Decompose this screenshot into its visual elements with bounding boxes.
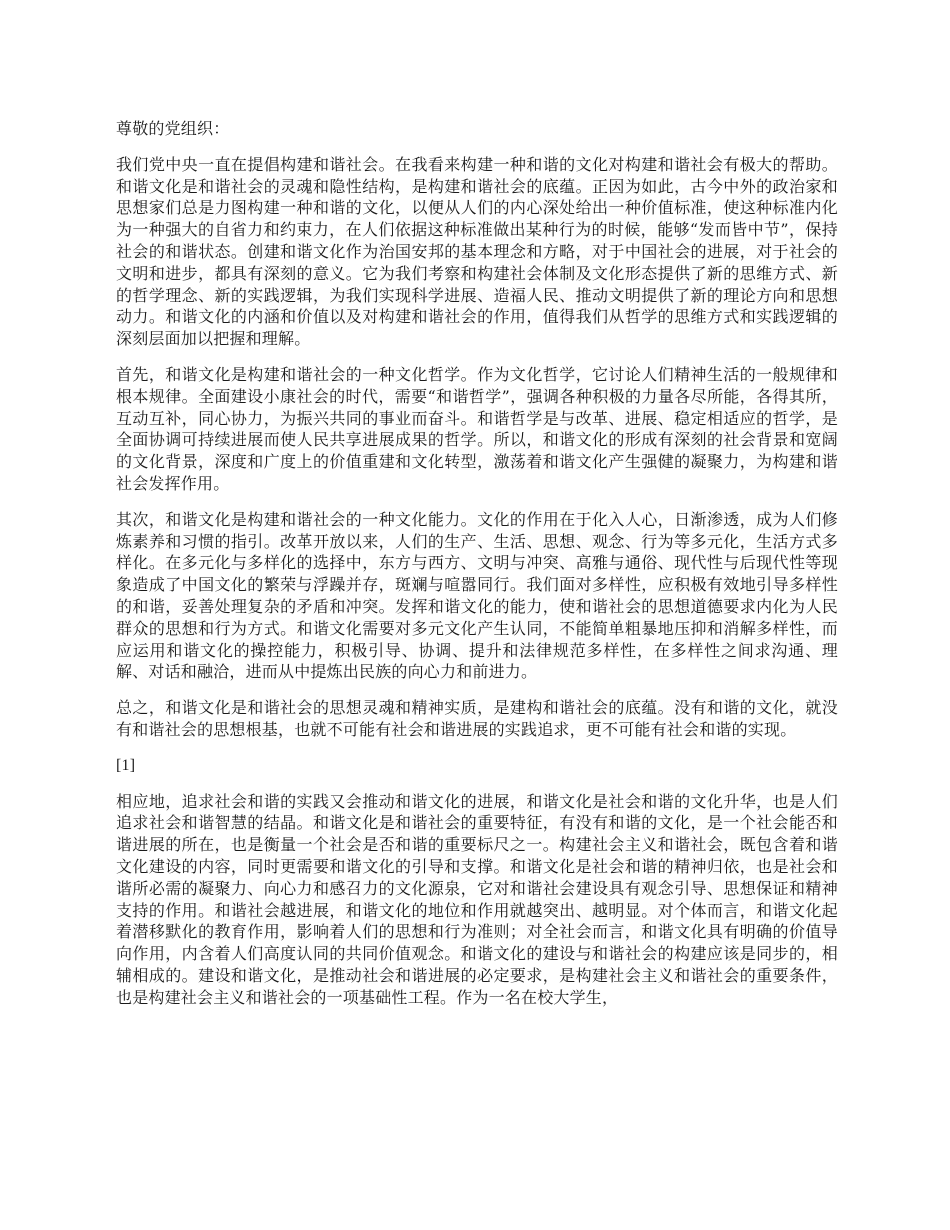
paragraph-second-point: 其次，和谐文化是构建和谐社会的一种文化能力。文化的作用在于化入人心，日渐渗透，成为人们修炼素养和习惯的指引。改革开放以来，人们的生产、生活、思想、观念、行为等多元化，生活方式多样化。在多元化与多样化的选择中，东方与西方、文明与冲突、高雅与通俗、现代性与后现代性等现象造成了中国文化的繁荣与浮躁并存，斑斓与喧嚣同行。我们面对多样性，应积极有效地引导多样性的和谐，妥善处理复杂的矛盾和冲突。发挥和谐文化的能力，使和谐社会的思想道德要求内化为人民群众的思想和行为方式。和谐文化需要对多元文化产生认同，不能简单粗暴地压抑和消解多样性，而应运用和谐文化的操控能力，积极引导、协调、提升和法律规范多样性，在多样性之间求沟通、理解、对话和融洽，进而从中提炼出民族的向心力和前进力。 (116, 509, 838, 682)
reference-marker: [1] (116, 756, 136, 774)
paragraph-closing: 相应地，追求社会和谐的实践又会推动和谐文化的进展，和谐文化是社会和谐的文化升华，也是人们追求社会和谐智慧的结晶。和谐文化是和谐社会的重要特征，有没有和谐的文化，是一个社会能否和谐进展的所在，也是衡量一个社会是否和谐的重要标尺之一。构建社会主义和谐社会，既包含着和谐文化建设的内容，同时更需要和谐文化的引导和支撑。和谐文化是社会和谐的精神归依，也是社会和谐所必需的凝聚力、向心力和感召力的文化源泉，它对和谐社会建设具有观念引导、思想保证和精神支持的作用。和谐社会越进展，和谐文化的地位和作用就越突出、越明显。对个体而言，和谐文化起着潜移默化的教育作用，影响着人们的思想和行为准则；对全社会而言，和谐文化具有明确的价值导向作用，内含着人们高度认同的共同价值观念。和谐文化的建设与和谐社会的构建应该是同步的，相辅相成的。建设和谐文化，是推动社会和谐进展的必定要求，是构建社会主义和谐社会的重要条件，也是构建社会主义和谐社会的一项基础性工程。作为一名在校大学生， (116, 791, 838, 1007)
paragraph-intro: 我们党中央一直在提倡构建和谐社会。在我看来构建一种和谐的文化对构建和谐社会有极大的帮助。和谐文化是和谐社会的灵魂和隐性结构，是构建和谐社会的底蕴。正因为如此，古今中外的政治家和思想家们总是力图构建一种和谐的文化，以便从人们的内心深处给出一种价值标准，使这种标准内化为一种强大的自省力和约束力，在人们依据这种标准做出某种行为的时候，能够“发而皆中节”，保持社会的和谐状态。创建和谐文化作为治国安邦的基本理念和方略，对于中国社会的进展，对于社会的文明和进步，都具有深刻的意义。它为我们考察和构建社会体制及文化形态提供了新的思维方式、新的哲学理念、新的实践逻辑，为我们实现科学进展、造福人民、推动文明提供了新的理论方向和思想动力。和谐文化的内涵和价值以及对构建和谐社会的作用，值得我们从哲学的思维方式和实践逻辑的深刻层面加以把握和理解。 (116, 154, 838, 349)
salutation: 尊敬的党组织： (116, 119, 230, 138)
paragraph-first-point: 首先，和谐文化是构建和谐社会的一种文化哲学。作为文化哲学，它讨论人们精神生活的一般规律和根本规律。全面建设小康社会的时代，需要“和谐哲学”，强调各种积极的力量各尽所能，各得其所，互动互补，同心协力，为振兴共同的事业而奋斗。和谐哲学是与改革、进展、稳定相适应的哲学，是全面协调可持续进展而使人民共享进展成果的哲学。所以，和谐文化的形成有深刻的社会背景和宽阔的文化背景，深度和广度上的价值重建和文化转型，激荡着和谐文化产生强健的凝聚力，为构建和谐社会发挥作用。 (116, 364, 838, 493)
paragraph-conclusion: 总之，和谐文化是和谐社会的思想灵魂和精神实质，是建构和谐社会的底蕴。没有和谐的文化，就没有和谐社会的思想根基，也就不可能有社会和谐进展的实践追求，更不可能有社会和谐的实现。 (116, 698, 838, 739)
document-page (116, 118, 838, 1022)
